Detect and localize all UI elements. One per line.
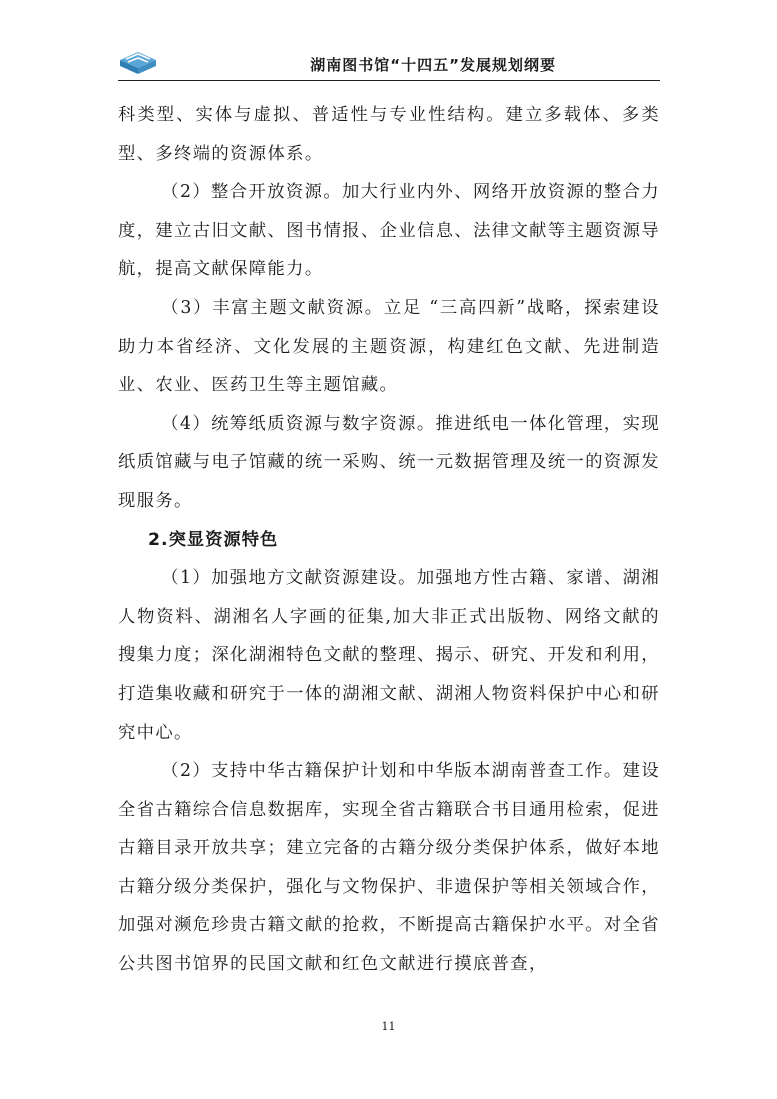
header-title: 湖南图书馆“十四五”发展规划纲要 (310, 56, 556, 74)
paragraph: （3）丰富主题文献资源。立足 “三高四新”战略，探索建设助力本省经济、文化发展的主题资源，构建红色文献、先进制造业、农业、医药卫生等主题馆藏。 (118, 297, 660, 396)
document-body (118, 96, 660, 984)
paragraph: （2）支持中华古籍保护计划和中华版本湖南普查工作。建设全省古籍综合信息数据库，实现全省古籍联合书目通用检索，促进古籍目录开放共享；建立完备的古籍分级分类保护体系，做好本地古籍分级分类保护，强化与文物保护、非遗保护等相关领域合作，加强对濒危珍贵古籍文献的抢救，不断提高古籍保护水平。对全省公共图书馆界的民国文献和红色文献进行摸底普查， (118, 761, 660, 975)
paragraph: （1）加强地方文献资源建设。加强地方性古籍、家谱、湖湘人物资料、湖湘名人字画的征集,加大非正式出版物、网络文献的搜集力度；深化湖湘特色文献的整理、揭示、研究、开发和利用，打造集收藏和研究于一体的湖湘文献、湖湘人物资料保护中心和研究中心。 (118, 568, 660, 743)
page-header (118, 44, 660, 84)
paragraph: 科类型、实体与虚拟、普适性与专业性结构。建立多载体、多类型、多终端的资源体系。 (118, 105, 660, 164)
paragraph: （4）统筹纸质资源与数字资源。推进纸电一体化管理，实现纸质馆藏与电子馆藏的统一采购、统一元数据管理及统一的资源发现服务。 (118, 413, 660, 511)
page-number: 11 (381, 1020, 396, 1033)
section-heading: 2.突显资源特色 (148, 529, 279, 550)
paragraph: （2）整合开放资源。加大行业内外、网络开放资源的整合力度，建立古旧文献、图书情报、企业信息、法律文献等主题资源导航，提高文献保障能力。 (118, 182, 660, 280)
header-divider (118, 80, 660, 81)
library-logo-icon (118, 46, 158, 76)
